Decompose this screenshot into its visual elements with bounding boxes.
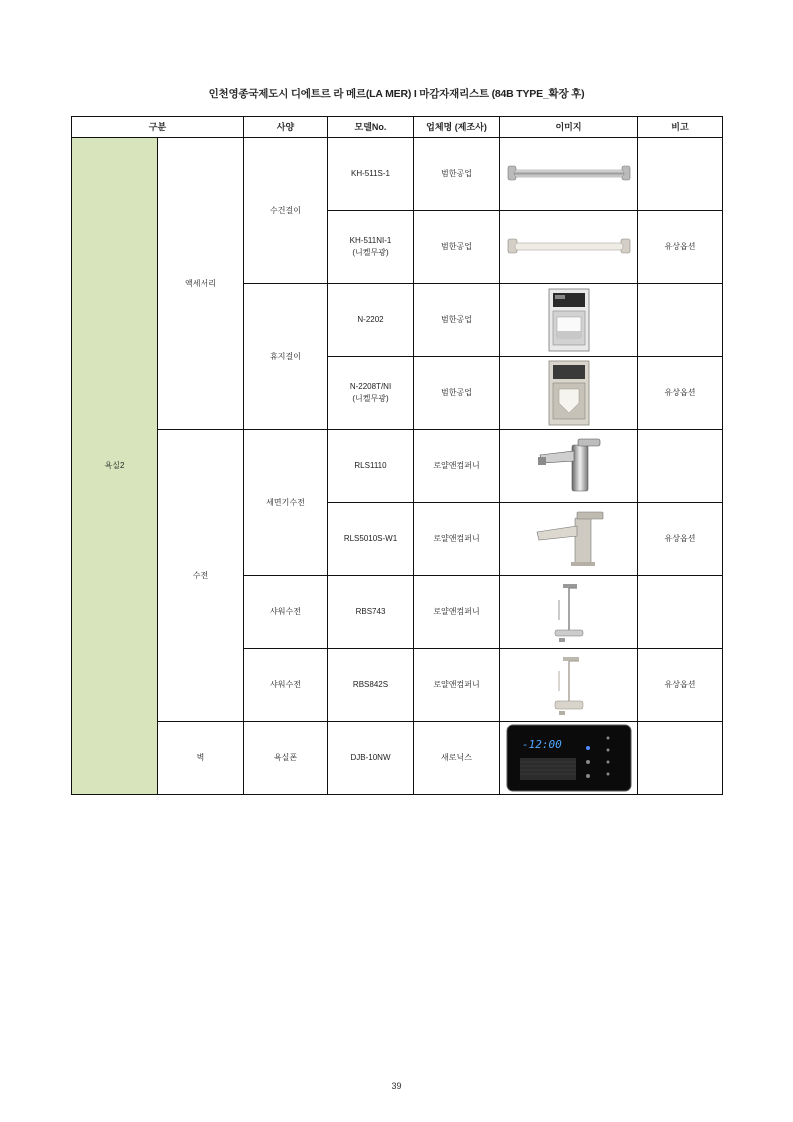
model-cell: RBS743 bbox=[328, 576, 414, 649]
model-cell: DJB-10NW bbox=[328, 722, 414, 795]
spec-towel-bar: 수건걸이 bbox=[244, 138, 328, 284]
paper-holder-icon bbox=[547, 287, 591, 353]
shower-set-icon bbox=[549, 580, 589, 644]
model-cell: KH-511S-1 bbox=[328, 138, 414, 211]
table-row bbox=[72, 138, 723, 211]
maker-cell: 로얄앤컴퍼니 bbox=[414, 430, 500, 503]
header-category: 구분 bbox=[72, 117, 244, 138]
spec-shower-2: 샤워수전 bbox=[244, 649, 328, 722]
room-cell: 욕실2 bbox=[72, 138, 158, 795]
model-cell: N-2202 bbox=[328, 284, 414, 357]
maker-cell: 로얄앤컴퍼니 bbox=[414, 649, 500, 722]
finish-material-table bbox=[71, 116, 723, 795]
maker-cell: 범한공업 bbox=[414, 138, 500, 211]
model-cell: RLS5010S-W1 bbox=[328, 503, 414, 576]
table-row bbox=[72, 722, 723, 795]
spec-shower-1: 샤워수전 bbox=[244, 576, 328, 649]
note-cell: 유상옵션 bbox=[638, 357, 723, 430]
maker-cell: 범한공업 bbox=[414, 284, 500, 357]
header-image: 이미지 bbox=[500, 117, 638, 138]
paper-holder-nickel-icon bbox=[547, 359, 591, 427]
basin-faucet-icon bbox=[534, 437, 604, 495]
group-wall: 벽 bbox=[158, 722, 244, 795]
spec-basin-faucet: 세면기수전 bbox=[244, 430, 328, 576]
note-cell: 유상옵션 bbox=[638, 211, 723, 284]
header-maker: 업체명 (제조사) bbox=[414, 117, 500, 138]
basin-faucet-nickel-icon bbox=[531, 510, 607, 568]
group-faucet: 수전 bbox=[158, 430, 244, 722]
model-cell: RBS842S bbox=[328, 649, 414, 722]
note-cell bbox=[638, 576, 723, 649]
page-number: 39 bbox=[391, 1081, 402, 1091]
note-cell bbox=[638, 138, 723, 211]
note-cell bbox=[638, 284, 723, 357]
model-cell: RLS1110 bbox=[328, 430, 414, 503]
page-title: 인천영종국제도시 디에트르 라 메르(LA MER) I 마감자재리스트 (84B TYPE_확장 후) bbox=[208, 88, 585, 100]
header-model: 모델No. bbox=[328, 117, 414, 138]
towel-bar-icon bbox=[506, 163, 632, 185]
model-cell: KH-511NI-1 (니켈무광) bbox=[328, 211, 414, 284]
shower-set-nickel-icon bbox=[549, 653, 589, 717]
maker-cell: 범한공업 bbox=[414, 357, 500, 430]
bathroom-phone-icon bbox=[506, 724, 632, 792]
note-cell: 유상옵션 bbox=[638, 503, 723, 576]
table-header-row bbox=[72, 117, 723, 138]
maker-cell: 로얄앤컴퍼니 bbox=[414, 576, 500, 649]
group-accessories: 액세서리 bbox=[158, 138, 244, 430]
table-row bbox=[72, 430, 723, 503]
header-spec: 사양 bbox=[244, 117, 328, 138]
note-cell bbox=[638, 722, 723, 795]
note-cell: 유상옵션 bbox=[638, 649, 723, 722]
model-cell: N-2208T/NI (니켈무광) bbox=[328, 357, 414, 430]
maker-cell: 범한공업 bbox=[414, 211, 500, 284]
spec-paper-holder: 휴지걸이 bbox=[244, 284, 328, 430]
header-note: 비고 bbox=[638, 117, 723, 138]
maker-cell: 새로닉스 bbox=[414, 722, 500, 795]
towel-bar-nickel-icon bbox=[506, 236, 632, 258]
spec-phone: 욕실폰 bbox=[244, 722, 328, 795]
note-cell bbox=[638, 430, 723, 503]
maker-cell: 로얄앤컴퍼니 bbox=[414, 503, 500, 576]
phone-clock-display: -12:00 bbox=[521, 738, 562, 751]
